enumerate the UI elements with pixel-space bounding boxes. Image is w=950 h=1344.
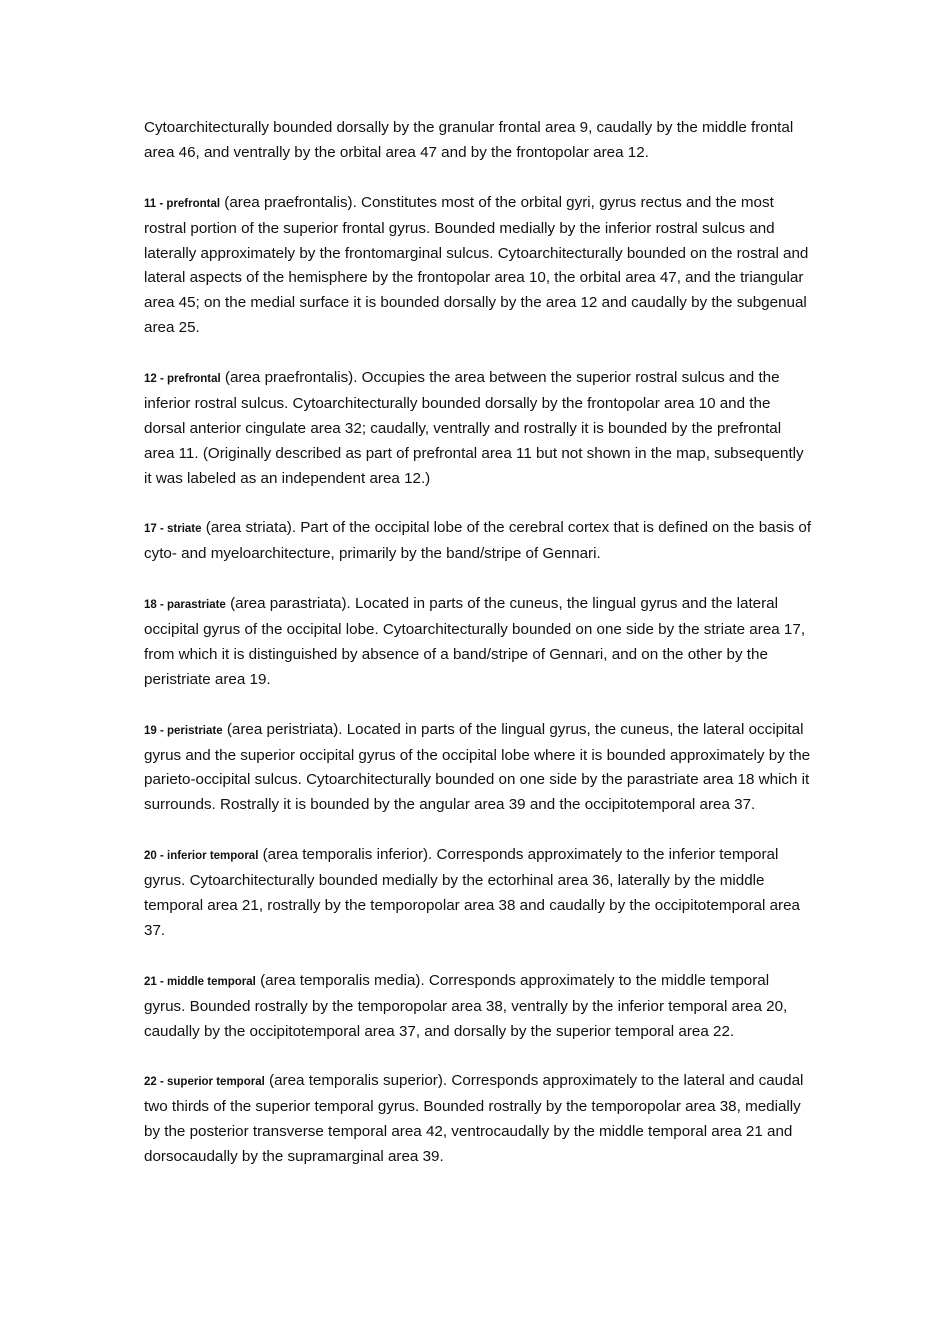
entry-text: (area temporalis media). Corresponds approximately to the middle temporal gyrus. Bounded rostrally by the temporopolar area 38, ventrally by the inferior temporal area 20, caudally by the occipitotemporal area 37, and dorsally by the superior temporal area 22. <box>144 971 788 1040</box>
entry-17-striate <box>144 516 812 567</box>
intro-paragraph: Cytoarchitecturally bounded dorsally by the granular frontal area 9, caudally by the middle frontal area 46, and ventrally by the orbital area 47 and by the frontopolar area 12. <box>144 119 794 161</box>
entry-21-middle-temporal <box>144 969 812 1045</box>
entry-text: (area temporalis superior). Corresponds approximately to the lateral and caudal two thirds of the superior temporal gyrus. Bounded rostrally by the temporopolar area 38, medially by the posterior transverse temporal area 42, ventrocaudally by the middle temporal area 21 and dorsocaudally by the supramarginal area 39. <box>144 1072 804 1166</box>
entry-term: 19 - peristriate <box>144 724 223 737</box>
entry-18-parastriate <box>144 592 812 693</box>
entry-term: 20 - inferior temporal <box>144 850 259 863</box>
entry-term: 18 - parastriate <box>144 599 226 612</box>
entry-term: 21 - middle temporal <box>144 975 256 988</box>
entry-term: 22 - superior temporal <box>144 1076 265 1089</box>
entry-term: 17 - striate <box>144 523 202 536</box>
document-page <box>144 116 812 1195</box>
entry-text: (area praefrontalis). Constitutes most of the orbital gyri, gyrus rectus and the most rostral portion of the superior frontal gyrus. Bounded medially by the inferior rostral sulcus and laterally approximately by the frontomarginal sulcus. Cytoarchitecturally bounded on the rostral and lateral aspects of the hemisphere by the frontopolar area 10, the orbital area 47, and the triangular area 45; on the medial surface it is bounded dorsally by the area 12 and caudally by the subgenual area 25. <box>144 193 809 337</box>
entry-text: (area parastriata). Located in parts of the cuneus, the lingual gyrus and the lateral occipital gyrus of the occipital lobe. Cytoarchitecturally bounded on one side by the striate area 17, from which it is distinguished by absence of a band/stripe of Gennari, and on the other by the peristriate area 19. <box>144 595 806 688</box>
entry-text: (area praefrontalis). Occupies the area between the superior rostral sulcus and the inferior rostral sulcus. Cytoarchitecturally bounded dorsally by the frontopolar area 10 and the dorsal anterior cingulate area 32; caudally, ventrally and rostrally it is bounded by the prefrontal area 11. (Originally described as part of prefrontal area 11 but not shown in the map, subsequently it was labeled as an independent area 12.) <box>144 369 804 487</box>
entry-term: 11 - prefrontal <box>144 197 221 210</box>
entry-text: (area striata). Part of the occipital lobe of the cerebral cortex that is defined on the basis of cyto- and myeloarchitecture, primarily by the band/stripe of Gennari. <box>144 519 812 563</box>
entry-22-superior-temporal <box>144 1069 812 1170</box>
entry-11-prefrontal <box>144 191 812 341</box>
entry-12-prefrontal <box>144 366 812 492</box>
entry-text: (area temporalis inferior). Corresponds approximately to the inferior temporal gyrus. Cytoarchitecturally bounded medially by the ectorhinal area 36, laterally by the middle temporal area 21, rostrally by the temporopolar area 38 and caudally by the occipitotemporal area 37. <box>144 846 800 939</box>
entry-term: 12 - prefrontal <box>144 373 221 386</box>
entry-text: (area peristriata). Located in parts of the lingual gyrus, the cuneus, the lateral occipital gyrus and the superior occipital gyrus of the occipital lobe where it is bounded approximately by the parieto-occipital sulcus. Cytoarchitecturally bounded on one side by the parastriate area 18 which it surrounds. Rostrally it is bounded by the angular area 39 and the occipitotemporal area 37. <box>144 720 811 814</box>
entry-20-inferior-temporal <box>144 843 812 944</box>
entry-19-peristriate <box>144 718 812 819</box>
